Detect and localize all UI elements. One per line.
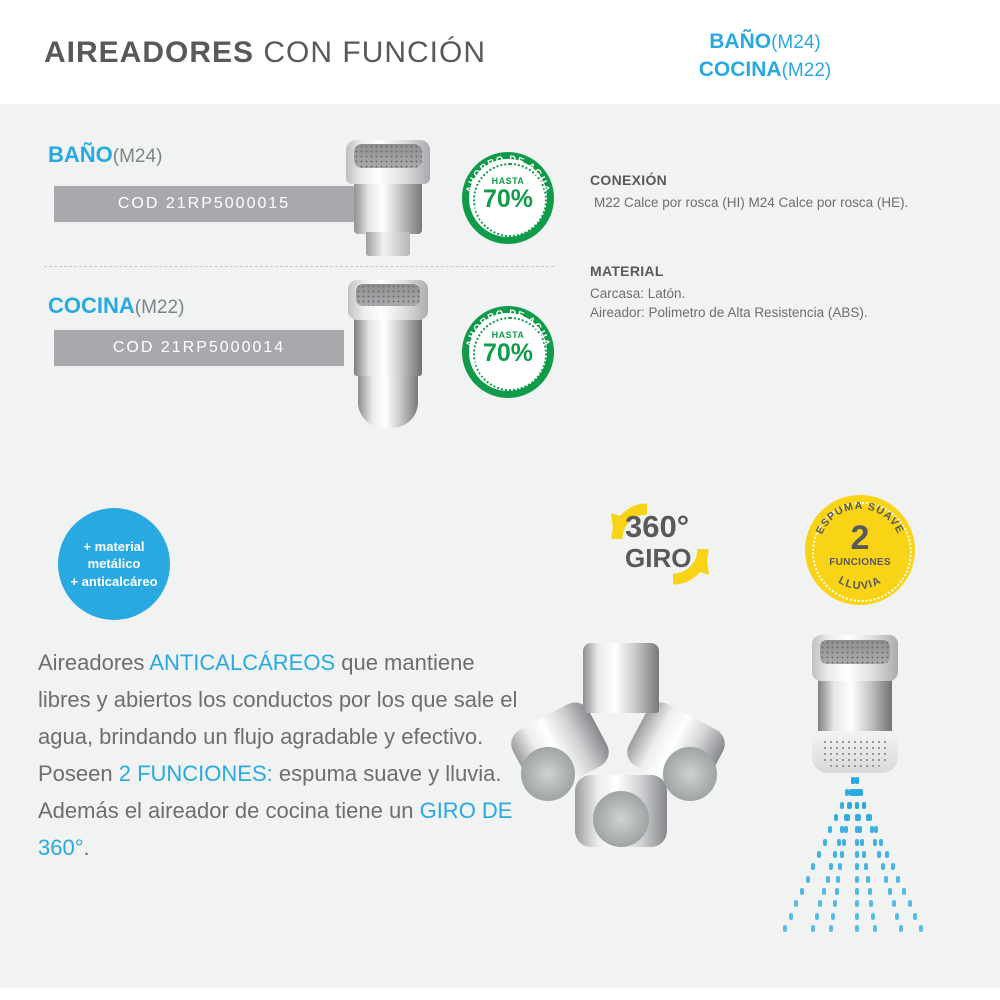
water-dot	[855, 876, 859, 883]
product-code-bar-cocina	[54, 330, 344, 366]
feature-circle-material	[58, 508, 170, 620]
water-dot	[881, 863, 885, 870]
feature-circle-line-2: metálico	[87, 556, 141, 572]
para-part-4: .	[83, 834, 90, 860]
badge-percent-bano: 70%	[482, 185, 534, 213]
water-dot	[855, 900, 859, 907]
aerator-cocina-mesh	[356, 284, 420, 306]
water-dot	[855, 839, 859, 846]
spec-text-material-1: Carcasa: Latón.	[590, 286, 686, 301]
badge-hasta-cocina: HASTA	[491, 330, 525, 340]
para-highlight-2: 2 FUNCIONES:	[118, 760, 273, 786]
water-dot	[913, 913, 917, 920]
water-dot	[868, 888, 872, 895]
water-dot	[829, 863, 833, 870]
header-name-bano	[600, 28, 930, 56]
badge-arc-bottom-cocina	[462, 306, 554, 398]
product-label-bano-name: BAÑO	[48, 142, 113, 167]
aerator-image-rotating	[505, 635, 735, 865]
aerator-face-right	[663, 747, 717, 801]
page-title-rest: CON FUNCIÓN	[254, 36, 487, 69]
feature-badge-espuma	[805, 495, 915, 605]
water-dot	[851, 777, 855, 784]
water-dot	[840, 802, 844, 809]
water-dot	[899, 925, 903, 932]
water-dot	[800, 888, 804, 895]
espuma-top-text: ESPUMA SUAVE	[813, 499, 907, 537]
spray-body	[818, 677, 892, 735]
water-dot	[874, 826, 878, 833]
water-saving-badge-cocina	[462, 306, 554, 398]
badge-top-text-bano: AHORRO DE AGUA	[464, 153, 552, 195]
water-dot	[817, 851, 821, 858]
water-dot	[789, 913, 793, 920]
water-dot	[860, 839, 864, 846]
aerator-image-spray	[760, 635, 950, 935]
svg-text:LLUVIA	[836, 574, 883, 592]
water-dot	[855, 777, 859, 784]
feature-360-giro	[585, 495, 725, 595]
water-dot	[831, 913, 835, 920]
water-dot	[847, 802, 851, 809]
aerator-image-bano	[340, 140, 436, 260]
water-dot	[858, 826, 862, 833]
aerator-cocina-body	[354, 316, 422, 376]
water-dot	[811, 863, 815, 870]
aerator-rot-top	[583, 643, 659, 713]
feature-circle-line-1: + material	[83, 538, 145, 554]
water-dot	[884, 876, 888, 883]
spray-mesh	[820, 640, 890, 664]
footer-strip	[0, 988, 1000, 1000]
aerator-bano-mesh	[354, 144, 422, 168]
product-label-bano	[48, 142, 162, 168]
aerator-cocina-ball	[358, 376, 418, 428]
para-highlight-1: ANTICALCÁREOS	[149, 650, 336, 675]
water-dot	[868, 814, 872, 821]
water-dot	[864, 863, 868, 870]
espuma-arc-bottom	[805, 495, 915, 605]
water-dot	[902, 888, 906, 895]
water-dot	[857, 789, 861, 796]
water-dot	[877, 851, 881, 858]
product-label-cocina-size: (M22)	[134, 297, 185, 318]
water-dot	[888, 888, 892, 895]
para-part-3: espuma suave y lluvia. Además el aireador de cocina tiene un	[38, 760, 502, 823]
water-dot	[828, 826, 832, 833]
water-dot	[895, 913, 899, 920]
water-dot	[855, 851, 859, 858]
water-dot	[818, 900, 822, 907]
water-dot	[846, 814, 850, 821]
page-title	[44, 36, 486, 70]
water-dot	[806, 876, 810, 883]
spec-text-material-2: Aireador: Polimetro de Alta Resistencia (ABS).	[590, 305, 868, 320]
description-paragraph	[38, 645, 518, 867]
badge-top-text-cocina: AHORRO DE AGUA	[464, 307, 552, 349]
aerator-image-cocina	[340, 280, 436, 445]
header-name-cocina-size: (M22)	[781, 60, 832, 82]
water-dot	[842, 839, 846, 846]
header-name-cocina	[600, 56, 930, 84]
badge-hasta-bano: HASTA	[491, 176, 525, 186]
spray-grid	[822, 739, 888, 767]
water-dot	[815, 913, 819, 920]
header-name-bano-size: (M24)	[771, 32, 821, 53]
water-dot	[829, 925, 833, 932]
aerator-bano-body	[354, 180, 422, 234]
page-header	[0, 0, 1000, 104]
water-dot	[834, 814, 838, 821]
espuma-function-label: FUNCIONES	[829, 557, 891, 568]
water-dot	[862, 802, 866, 809]
aerator-face-left	[521, 747, 575, 801]
water-dot	[855, 925, 859, 932]
water-dot	[855, 802, 859, 809]
water-dot	[823, 839, 827, 846]
para-highlight-3: GIRO DE 360°	[38, 797, 513, 860]
product-code-bano: COD 21RP5000015	[117, 195, 291, 212]
header-name-bano-label: BAÑO	[709, 30, 772, 53]
header-product-names	[600, 28, 930, 85]
svg-text:CALIDAD STRETTO	[472, 357, 545, 389]
feature-circle-line-3: + anticalcáreo	[70, 573, 158, 589]
section-divider	[44, 266, 554, 267]
aerator-face-bottom	[593, 791, 649, 847]
header-name-cocina-label: COCINA	[698, 58, 782, 82]
badge-bottom-text-cocina: CALIDAD STRETTO	[471, 357, 545, 390]
spec-heading-conexion: CONEXIÓN	[590, 172, 668, 188]
water-dot	[835, 888, 839, 895]
para-part-1: Aireadores	[38, 650, 150, 675]
water-dot	[891, 863, 895, 870]
giro-label: GIRO	[625, 543, 692, 573]
water-dot	[822, 888, 826, 895]
product-label-bano-size: (M24)	[112, 146, 163, 167]
water-dot	[855, 888, 859, 895]
water-dot	[862, 851, 866, 858]
water-dot	[840, 851, 844, 858]
water-dot	[855, 913, 859, 920]
product-code-cocina: COD 21RP5000014	[112, 339, 286, 356]
aerator-bano-thread	[366, 232, 410, 256]
giro-degrees: 360°	[625, 509, 690, 544]
water-dot	[826, 876, 830, 883]
water-dot	[844, 826, 848, 833]
water-dot	[866, 876, 870, 883]
espuma-bottom-text: LLUVIA	[836, 574, 884, 593]
water-dot	[908, 900, 912, 907]
water-dot	[873, 839, 877, 846]
svg-text:CALIDAD STRETTO	[472, 203, 545, 235]
para-part-2: que mantiene libres y abiertos los conductos por los que sale el agua, brindando un flujo agradable y efectivo. Poseen	[38, 650, 518, 786]
page-title-bold: AIREADORES	[44, 36, 255, 69]
water-dot	[811, 925, 815, 932]
badge-bottom-text-bano: CALIDAD STRETTO	[471, 203, 545, 236]
water-dot	[871, 913, 875, 920]
water-dot	[837, 839, 841, 846]
water-dot	[857, 814, 861, 821]
badge-percent-cocina: 70%	[482, 339, 534, 367]
water-dot	[794, 900, 798, 907]
product-label-cocina-name: COCINA	[48, 293, 135, 318]
water-dot	[836, 876, 840, 883]
spec-heading-material: MATERIAL	[590, 263, 664, 279]
water-dot	[873, 925, 877, 932]
badge-arc-bottom-bano	[462, 152, 554, 244]
water-dot	[855, 863, 859, 870]
espuma-function-count: 2	[850, 519, 870, 557]
water-dot	[869, 900, 873, 907]
product-label-cocina	[48, 293, 184, 319]
product-code-bar-bano	[54, 186, 354, 222]
water-dot	[783, 925, 787, 932]
spec-text-conexion: M22 Calce por rosca (HI) M24 Calce por rosca (HE).	[594, 195, 909, 210]
water-dot	[833, 900, 837, 907]
water-dot	[892, 900, 896, 907]
water-dot	[885, 851, 889, 858]
water-dot	[919, 925, 923, 932]
water-dot	[838, 863, 842, 870]
water-dot	[833, 851, 837, 858]
water-dot	[879, 839, 883, 846]
water-saving-badge-bano	[462, 152, 554, 244]
water-dot	[896, 876, 900, 883]
